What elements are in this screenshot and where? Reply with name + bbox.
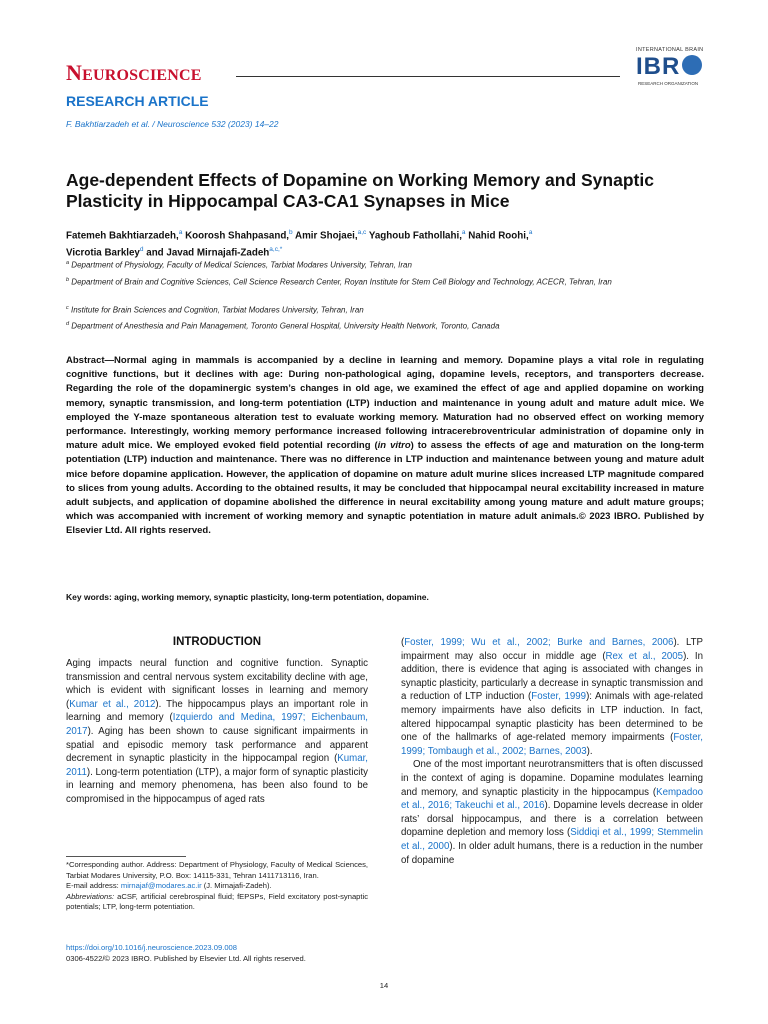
abstract-italic: in vitro bbox=[377, 440, 411, 452]
author-name[interactable]: Vicrotia Barkley bbox=[66, 247, 140, 259]
body-text: ). Long-term potentiation (LTP), a major form of synaptic plasticity in learning and memory phenomena, has been also found to be compromised in the hippocampus of aged rats bbox=[66, 766, 368, 805]
email-line bbox=[66, 881, 368, 892]
ibro-logo bbox=[636, 47, 708, 89]
body-text: ): Animals with age-related memory impairments have also deficits in LTP induction. In fact, altered hippocampal synaptic plasticity has been determined to be one of the hallmarks of age-related memory impairments ( bbox=[401, 691, 703, 744]
author-name[interactable]: Fatemeh Bakhtiarzadeh, bbox=[66, 230, 179, 242]
affiliation-text: Department of Anesthesia and Pain Management, Toronto General Hospital, University Health Network, Toronto, Canada bbox=[71, 321, 500, 331]
page-number: 14 bbox=[379, 981, 389, 990]
email-owner: (J. Mirnajafi-Zadeh). bbox=[201, 881, 272, 890]
affiliation-marker[interactable]: a bbox=[528, 229, 533, 236]
citation-link[interactable]: Foster, 1999; Tombaugh et al., 2002; Barnes, 2003 bbox=[401, 732, 703, 757]
affiliation-marker[interactable]: a,c bbox=[357, 229, 367, 236]
affiliation-sup: b bbox=[66, 277, 70, 283]
citation-link[interactable]: Kumar et al., 2012 bbox=[69, 698, 156, 710]
footnote bbox=[66, 860, 368, 913]
body-text: ). The hippocampus plays an important role in learning and memory ( bbox=[66, 698, 368, 724]
citation-link[interactable]: F. Bakhtiarzadeh et al. / Neuroscience 532 (2023) 14–22 bbox=[66, 119, 279, 129]
affiliation-text: Department of Physiology, Faculty of Medical Sciences, Tarbiat Modares University, Tehran, Iran bbox=[71, 260, 412, 270]
paragraph bbox=[401, 636, 703, 758]
affiliation-marker[interactable]: d bbox=[139, 245, 144, 253]
affiliation-text: Institute for Brain Sciences and Cognition, Tarbiat Modares University, Tehran, Iran bbox=[70, 305, 364, 315]
abstract-text: ) to assess the effects of age and maturation on the long-term potentiation (LTP) induction and maintenance. There was no difference in LTP induction and maintenance between young and mature adult mice before dopamine application. However, the application of dopamine on mature adult murine slices increased LTP magnitude compared to slices from young adults. According to the obtained results, it may be concluded that hippocampal neural excitability increased in mature adult subjects, and application of dopamine abolished the difference in neural excitability among young mature and adult mature groups; which was accompanied with increment of working memory and synaptic potentiation in mature adult animals. bbox=[66, 440, 705, 523]
body-text: Aging impacts neural function and cognitive function. Synaptic transmission and central nervous system excitability decline with age, which is evident with significant losses in learning and memory ( bbox=[66, 658, 368, 710]
author-name[interactable]: and Javad Mirnajafi-Zadeh bbox=[146, 247, 270, 259]
affiliation-sup: d bbox=[66, 321, 70, 327]
abstract-text: Abstract—Normal aging in mammals is accompanied by a decline in learning and memory. Dopamine plays a vital role in regulating cognitive functions, but it declines with age: During non-pathological aging, dopamine levels, receptors, and transporters decrease. Regarding the role of the dopaminergic system’s changes in old age, we examined the effect of age and applied dopamine on working memory, synaptic transmission, and long-term potentiation (LTP) induction and maintenance in young adult and mature adult mice. We employed the Y-maze spontaneous alteration test to evaluate working memory. Maturation had no observed effect on working memory performance. Interestingly, working memory performance increased following intracerebroventricular administration of dopamine only in mature adult mice. We employed evoked field potential recording ( bbox=[66, 355, 704, 452]
citation-link[interactable]: Siddiqi et al., 1999; Stemmelin et al., 2000 bbox=[401, 827, 703, 852]
issn-copyright: 0306-4522/© 2023 IBRO. Published by Elsevier Ltd. All rights reserved. bbox=[66, 954, 306, 963]
article-type: RESEARCH ARTICLE bbox=[66, 93, 209, 109]
body-column-left bbox=[66, 657, 368, 807]
abstract bbox=[66, 354, 704, 539]
citation-link[interactable]: Foster, 1999; Wu et al., 2002; Burke and Barnes, 2006 bbox=[404, 637, 674, 648]
body-text: ( bbox=[401, 637, 405, 648]
citation-link[interactable]: Kumar, 2011 bbox=[66, 753, 368, 778]
author-name[interactable]: Koorosh Shahpasand, bbox=[185, 230, 290, 242]
body-column-right bbox=[401, 636, 703, 867]
author-name[interactable]: Yaghoub Fathollahi, bbox=[368, 230, 462, 242]
email-label: E-mail address: bbox=[66, 881, 121, 890]
citation-link[interactable]: Rex et al., 2005 bbox=[605, 650, 684, 662]
affiliation-sup: a bbox=[66, 260, 70, 266]
ibro-logo-bottom-text: RESEARCH ORGANIZATION bbox=[638, 81, 699, 86]
affiliation-text: Department of Brain and Cognitive Sciences, Cell Science Research Center, Royan Institute for Stem Cell Biology and Technology, ACECR, Tehran, Iran bbox=[71, 277, 612, 287]
corresponding-author-star[interactable]: * bbox=[279, 245, 283, 253]
body-text: ). Aging has been shown to cause significant impairments in spatial and episodic memory task performance and apparent decrement in synaptic plasticity in the hippocampal region ( bbox=[66, 725, 368, 765]
email-link[interactable]: mirnajaf@modares.ac.ir bbox=[120, 881, 202, 890]
affiliation-b bbox=[66, 275, 706, 288]
ibro-logo-word: IBR bbox=[636, 53, 681, 80]
affiliation-marker[interactable]: a bbox=[178, 229, 183, 236]
article-title: Age-dependent Effects of Dopamine on Working Memory and Synaptic Plasticity in Hippocampal CA3-CA1 Synapses in Mice bbox=[66, 170, 654, 211]
affiliation-d bbox=[66, 319, 706, 332]
header-rule bbox=[236, 76, 620, 77]
affiliation-marker[interactable]: b bbox=[289, 229, 293, 236]
citation-link[interactable]: Foster, 1999 bbox=[531, 691, 587, 703]
affiliation-a bbox=[66, 258, 706, 271]
doi-link[interactable]: https://doi.org/10.1016/j.neuroscience.2023.09.008 bbox=[66, 943, 237, 952]
journal-logo-initial: N bbox=[66, 60, 83, 85]
globe-icon bbox=[682, 55, 702, 75]
author-name[interactable]: Nahid Roohi, bbox=[468, 230, 529, 242]
body-text: ). bbox=[586, 745, 593, 757]
journal-logo-rest: EUROSCIENCE bbox=[82, 67, 202, 84]
abstract-copyright: © 2023 IBRO. Published by Elsevier Ltd. All rights reserved. bbox=[66, 511, 705, 537]
abbreviations-text: aCSF, artificial cerebrospinal fluid; fEPSPs, Field excitatory post-synaptic potentials; LTP, long-term potentiation. bbox=[66, 891, 368, 911]
author-list bbox=[66, 226, 706, 260]
abbreviations bbox=[66, 892, 368, 913]
body-text: ). LTP impairment may also occur in middle age ( bbox=[401, 637, 703, 662]
paragraph bbox=[401, 758, 703, 867]
affiliation-c bbox=[66, 303, 706, 316]
body-text: ). In older adult humans, there is a reduction in the number of dopamine bbox=[401, 840, 704, 866]
keywords: Key words: aging, working memory, synaptic plasticity, long-term potentiation, dopamine. bbox=[66, 592, 429, 602]
body-text: ). In addition, there is evidence that aging is associated with changes in synaptic plasticity, particularly a decrease in synaptic transmission and a reduction of LTP induction ( bbox=[401, 650, 703, 703]
affiliation-sup: c bbox=[66, 305, 69, 311]
affiliation-marker[interactable]: a,c, bbox=[269, 245, 280, 253]
abbreviations-label: Abbreviations: bbox=[66, 891, 115, 901]
body-text: ). Dopamine levels decrease in older rats’ dorsal hippocampus, and there is a correlation between dopamine depletion and memory loss ( bbox=[401, 800, 703, 839]
citation-link[interactable]: Kempadoo et al., 2016; Takeuchi et al., 2016 bbox=[401, 786, 703, 812]
body-text: One of the most important neurotransmitters that is often discussed in the context of aging is dopamine. Dopamine modulates learning and memory, and synaptic plasticity in the hippocampus ( bbox=[401, 759, 703, 798]
affiliation-marker[interactable]: a bbox=[461, 229, 466, 236]
footnote-rule bbox=[66, 856, 186, 857]
corresponding-author-note: *Corresponding author. Address: Department of Physiology, Faculty of Medical Sciences, Tarbiat Modares University, P.O. Box: 14115-331, Tehran 1411713116, Iran. bbox=[66, 860, 368, 880]
paragraph bbox=[66, 657, 368, 807]
journal-logo bbox=[66, 60, 202, 86]
author-name[interactable]: Amir Shojaei, bbox=[295, 230, 358, 242]
citation-link[interactable]: Izquierdo and Medina, 1997; Eichenbaum, 2017 bbox=[66, 712, 368, 737]
ibro-logo-top-text: INTERNATIONAL BRAIN bbox=[636, 47, 704, 53]
section-heading-introduction: INTRODUCTION bbox=[172, 636, 262, 648]
